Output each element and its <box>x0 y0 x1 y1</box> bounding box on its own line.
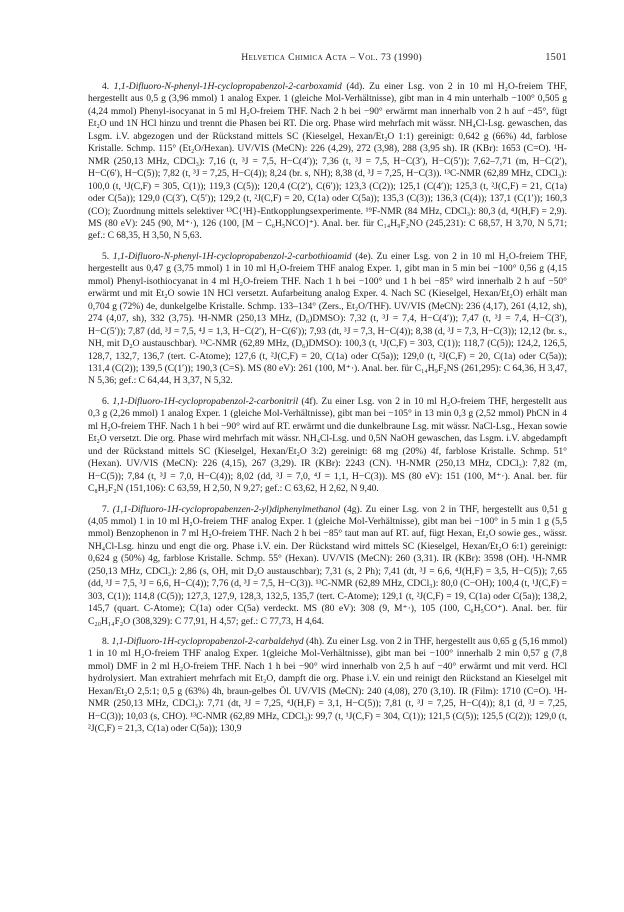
experimental-section-6 <box>88 396 567 496</box>
section-number: 6. <box>102 395 110 407</box>
section-number: 8. <box>102 636 110 648</box>
experimental-section-8 <box>88 636 567 736</box>
section-body: (4f). Zu einer Lsg. von 2 in 10 ml H₂O-freiem THF, hergestellt aus 0,3 g (2,26 mmol) 1 analog Exper. 1 (gleiche Mol-Verhältnisse), gibt man bei −105° in 13 min 0,3 g (2,52 mmol) PhCN in 4 ml H₂O-freiem THF. Nach 1 h bei −90° wird auf RT. erwärmt und die dunkelbraune Lsg. mit wässr. NaCl-Lsg., Hexan sowie Et₂O versetzt. Die org. Phase wird mehrfach mit wässr. NH₄Cl-Lsg. und 0,5N NaOH gewaschen, das Lsgm. i.V. abgedampft und der Rückstand mittels SC (Kieselgel, Hexan/Et₂O 3:2) gereinigt: 68 mg (20%) 4f, farblose Kristalle. Schmp. 51° (Hexan). UV/VIS (MeCN): 226 (4,15), 267 (3,29). IR (KBr): 2243 (CN). ¹H-NMR (250,13 MHz, CDCl₃): 7,82 (m, H−C(5)); 7,84 (t, ³J = 7,0, H−C(4)); 8,02 (dd, ³J = 7,0, ⁴J = 1,1, H−C(3)). MS (80 eV): 151 (100, M⁺·). Anal. ber. für C₈H₃F₂N (151,106): C 63,59, H 2,50, N 9,27; gef.: C 63,62, H 2,62, N 9,40. <box>88 395 567 495</box>
experimental-section-7 <box>88 504 567 629</box>
page-number: 1501 <box>545 52 567 63</box>
compound-title: 1,1-Difluoro-1H-cyclopropabenzol-2-carbaldehyd <box>111 636 304 648</box>
section-body: (4h). Zu einer Lsg. von 2 in THF, hergestellt aus 0,65 g (5,16 mmol) 1 in 10 ml H₂O-freiem THF analog Exper. 1(gleiche Mol-Verhältnisse), gibt man bei −100° innerhalb 2 min 0,57 g (7,8 mmol) DMF in 2 ml H₂O-freiem THF. Nach 1 h bei −90° wird innerhalb von 2,5 h auf −40° erwärmt und mit verd. HCl hydrolysiert. Man extrahiert mehrfach mit Et₂O, dampft die org. Phase i.V. ein und reinigt den Rückstand an Kieselgel mit Hexan/Et₂O 2,5:1; 0,5 g (63%) 4h, braun-gelbes Öl. UV/VIS (MeCN): 240 (4,08), 270 (3,10). IR (Film): 1710 (C=O). ¹H-NMR (250,13 MHz, CDCl₃): 7,71 (dt, ³J = 7,25, ⁴J(H,F) = 3,1, H−C(5)); 7,81 (t, ³J = 7,25, H−C(4)); 8,1 (d, ³J = 7,25, H−C(3)); 10,03 (s, CHO). ¹³C-NMR (62,89 MHz, CDCl₃): 99,7 (t, ¹J(C,F) = 304, C(1)); 121,5 (C(5)); 125,5 (C(2)); 129,0 (t, ²J(C,F) = 21,3, C(1a) oder C(5a)); 130,9 <box>88 636 567 735</box>
section-body: (4d). Zu einer Lsg. von 2 in 10 ml H₂O-freiem THF, hergestellt aus 0,5 g (3,96 mmol) 1 analog Exper. 1 (gleiche Mol-Verhältnisse), gibt man in 4 min unterhalb −100° 0,505 g (4,24 mmol) Phenyl-isocyanat in 5 ml H₂O-freiem THF. Nach 2 h bei −90° erwärmt man innerhalb von 2 h auf −45°, fügt Et₂O und 1N HCl hinzu und trennt die Phasen bei RT. Die org. Phase wird mehrfach mit wässr. NH₄Cl-Lsg. gewaschen, das Lsgm. i.V. abgezogen und der Rückstand mittels SC (Kieselgel, Hexan/Et₂O 1:1) gereinigt: 0,642 g (66%) 4d, farblose Kristalle. Schmp. 115° (Et₂O/Hexan). UV/VIS (MeCN): 226 (4,29), 272 (3,98), 288 (3,95 sh). IR (KBr): 1653 (C=O). ¹H-NMR (250,13 MHz, CDCl₃): 7,16 (t, ³J = 7,5, H−C(4′)); 7,36 (t, ³J = 7,5, H−C(3′), H−C(5′)); 7,62–7,71 (m, H−C(2′), H−C(6′), H−C(5)); 7,82 (t, ³J = 7,25, H−C(4)); 8,24 (br. s, NH); 8,38 (d, ³J = 7,25, H−C(3)). ¹³C-NMR (62,89 MHz, CDCl₃): 100,0 (t, ¹J(C,F) = 305, C(1)); 119,3 (C(5)); 120,4 (C(2′), C(6′)); 123,3 (C(2)); 125,1 (C(4′)); 125,3 (t, ²J(C,F) = 21, C(1a) oder C(5a)); 129,0 (C(3′), C(5′)); 129,2 (t, ²J(C,F) = 20, C(1a) oder C(5a)); 135,3 (C(3)); 136,3 (C(4)); 137,1 (C(1′)); 160,3 (CO); Zuordnung mittels selektiver ¹³C{¹H}-Entkopplungsexperimente. ¹⁹F-NMR (84 MHz, CDCl₃): 80,3 (d, ⁴J(H,F) = 2,9). MS (80 eV): 245 (90, M⁺·), 126 (100, [M − C₆H₅NCO]⁺). Anal. ber. für C₁₄H₉F₂NO (245,231): C 68,57, H 3,70, N 5,71; gef.: C 68,35, H 3,50, N 5,63. <box>88 81 567 242</box>
section-number: 5. <box>102 250 110 262</box>
compound-title: 1,1-Difluoro-N-phenyl-1H-cyclopropabenzol-2-carbothioamid <box>112 250 352 262</box>
section-number: 4. <box>102 81 110 92</box>
section-number: 7. <box>102 503 110 515</box>
compound-title: (1,1-Difluoro-1H-cyclopropabenzen-2-yl)diphenylmethanol <box>112 503 341 515</box>
section-body: (4e). Zu einer Lsg. von 2 in 10 ml H₂O-freiem THF, hergestellt aus 0,47 g (3,75 mmol) 1 in 10 ml H₂O-freiem THF analog Exper. 1, gibt man in 5 min bei −100° 0,56 g (4,15 mmol) Phenyl-isothiocyanat in 4 ml H₂O-freiem THF. Nach 1 h bei −100° und 1 h bei −85° wird innerhalb 2 h auf −50° erwärmt und mit Et₂O sowie 1N HCl versetzt. Aufarbeitung analog Exper. 4. Nach SC (Kieselgel, Hexan/Et₂O) erhält man 0,704 g (72%) 4e, dunkelgelbe Kristalle. Schmp. 133–134° (Zers., Et₂O/THF). UV/VIS (MeCN): 236 (4,17), 261 (4,12, sh), 274 (4,07, sh), 332 (3,75). ¹H-NMR (250,13 MHz, (D₆)DMSO): 7,32 (t, ³J = 7,4, H−C(4′)); 7,47 (t, ³J = 7,4, H−C(3′), H−C(5′)); 7,87 (dd, ³J = 7,5, ⁴J = 1,3, H−C(2′), H−C(6′)); 7,93 (dt, ³J = 7,3, H−C(4)); 8,38 (d, ³J = 7,3, H−C(3)); 12,12 (br. s., NH, mit D₂O austauschbar). ¹³C-NMR (62,89 MHz, (D₆)DMSO): 100,3 (t, ¹J(C,F) = 303, C(1)); 118,7 (C(5)); 124,2, 126,5, 128,7, 132,7, 136,7 (tert. C-Atome); 127,6 (t, ²J(C,F) = 20, C(1a) oder C(5a)); 129,0 (t, ²J(C,F) = 20, C(1a) oder C(5a)); 131,4 (C(2)); 139,5 (C(1′)); 190,3 (C=S). MS (80 eV): 261 (100, M⁺·). Anal. ber. für C₁₄H₉F₂NS (261,295): C 64,36, H 3,47, N 5,36; gef.: C 64,44, H 3,37, N 5,32. <box>88 250 568 387</box>
experimental-section-5 <box>88 251 567 388</box>
experimental-section-4 <box>88 81 567 243</box>
journal-title: Helvetica Chimica Acta – Vol. 73 (1990) <box>241 52 423 63</box>
section-body: (4g). Zu einer Lsg. von 2 in THF, hergestellt aus 0,51 g (4,05 mmol) 1 in 10 ml H₂O-freiem THF analog Exper. 1 (gleiche Mol-Verhältnisse), gibt man bei −100° in 5 min 1 g (5,5 mmol) Benzophenon in 7 ml H₂O-freiem THF. Nach 2 h bei −85° taut man auf RT. auf, fügt Hexan, Et₂O sowie ges., wässr. NH₄Cl-Lsg. hinzu und engt die org. Phase i.V. ein. Der Rückstand wird mittels SC (Kieselgel, Hexan/Et₂O 6:1) gereinigt: 0,624 g (50%) 4g, farblose Kristalle. Schmp. 55° (Hexan). UV/VIS (MeCN): 260 (3,31). IR (KBr): 3598 (OH). ¹H-NMR (250,13 MHz, CDCl₃): 2,86 (s, OH, mit D₂O austauschbar); 7,31 (s, 2 Ph); 7,41 (dt, ³J = 6,6, ⁴J(H,F) = 3,5, H−C(5)); 7,65 (dd, ³J = 7,5, ³J = 6,6, H−C(4)); 7,76 (d, ³J = 7,5, H−C(3)). ¹³C-NMR (62,89 MHz, CDCl₃): 80,0 (C−OH); 100,4 (t, ¹J(C,F) = 303, C(1)); 114,8 (C(5)); 127,3, 127,9, 128,3, 132,5, 135,7 (tert. C-Atome); 129,1 (t, ²J(C,F) = 19, C(1a) oder C(5a)); 138,2, 145,7 (quart. C-Atome); C(1a) oder C(5a) verdeckt. MS (80 eV): 308 (9, M⁺·), 105 (100, C₆H₅CO⁺). Anal. ber. für C₂₀H₁₄F₂O (308,329): C 77,91, H 4,57; gef.: C 77,73, H 4,64. <box>88 503 567 627</box>
compound-title: 1,1-Difluoro-N-phenyl-1H-cyclopropabenzol-2-carboxamid <box>113 81 342 92</box>
compound-title: 1,1-Difluoro-1H-cyclopropabenzol-2-carbonitril <box>112 395 299 407</box>
running-header <box>88 52 567 63</box>
